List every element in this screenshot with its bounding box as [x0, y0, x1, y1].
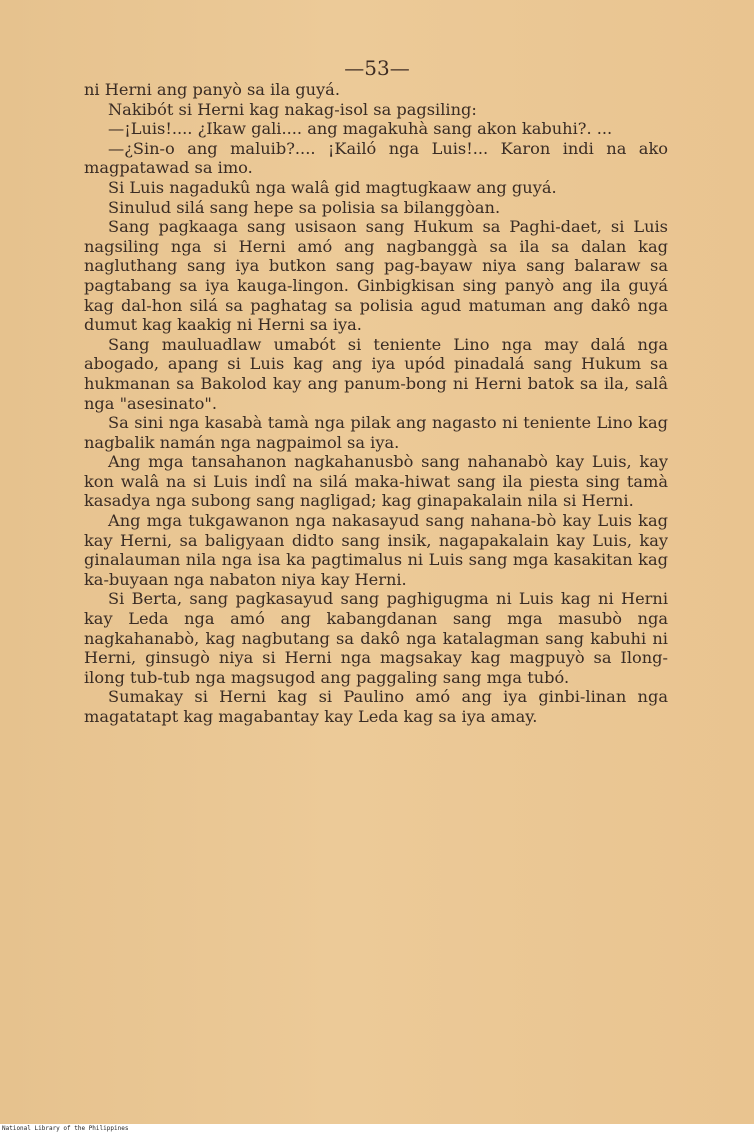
- paragraph: Sa sini nga kasabà tamà nga pilak ang nagasto ni teniente Lino kag nagbalik namán nga nagpaimol sa iya.: [84, 413, 668, 452]
- paragraph: —¡Luis!.... ¿Ikaw gali.... ang magakuhà sang akon kabuhi?. ...: [108, 119, 613, 139]
- library-watermark: National Library of the Philippines: [2, 1125, 129, 1132]
- paragraph: —¿Sin-o ang maluib?.... ¡Kailó nga Luis!... Karon indi na ako magpatawad sa imo.: [84, 138, 668, 178]
- paragraph: ni Herni ang panyò sa ila guyá.: [84, 80, 340, 99]
- paragraph: Nakibót si Herni kag nakag-isol sa pagsiling:: [108, 99, 477, 119]
- paragraph: Si Berta, sang pagkasayud sang paghigugma ni Luis kag ni Herni kay Leda nga amó ang kabangdanan sang mga masubò nga nagkahanabò, kag nagbutang sa dakô nga katalagman sang kabuhi ni Herni, ginsugò niya si Herni nga magsakay kag magpuyò sa Ilong-ilong tub-tub nga magsugod ang paggaling sang mga tubó.: [84, 589, 668, 687]
- paragraph: Sang pagkaaga sang usisaon sang Hukum sa Paghi-daet, si Luis nagsiling nga si Herni amó ang nagbanggà sa ila sa dalan kag nagluthang sang iya butkon sang pag-bayaw niya sang balaraw sa pagtabang sa iya kauga-lingon. Ginbigkisan sing panyò ang ila guyá kag dal-hon silá sa paghatag sa polisia agud matuman ang dakô nga dumut kag kaakig ni Herni sa iya.: [84, 217, 668, 335]
- page-number: —53—: [344, 56, 410, 80]
- paragraph: Sang mauluadlaw umabót si teniente Lino nga may dalá nga abogado, apang si Luis kag ang iya upód pinadalá sang Hukum sa hukmanan sa Bakolod kay ang panum-bong ni Herni batok sa ila, salâ nga "asesinato".: [84, 334, 668, 413]
- paragraph: Si Luis nagadukû nga walâ gid magtugkaaw ang guyá.: [108, 177, 557, 197]
- paragraph: Sinulud silá sang hepe sa polisia sa bilanggòan.: [108, 197, 501, 217]
- paragraph: Sumakay si Herni kag si Paulino amó ang iya ginbi-linan nga magatatapt kag magabantay kay Leda kag sa iya amay.: [84, 687, 668, 726]
- paragraph: Ang mga tukgawanon nga nakasayud sang nahana-bò kay Luis kag kay Herni, sa baligyaan didto sang insik, nagapakalain kay Luis, kay ginalauman nila nga isa ka pagtimalus ni Luis sang mga kasakitan kag ka-buyaan nga nabaton niya kay Herni.: [84, 511, 668, 589]
- paragraph: Ang mga tansahanon nagkahanusbò sang nahanabò kay Luis, kay kon walâ na si Luis indî na silá maka-hiwat sang ila piesta sing tamà kasadya nga subong sang nagligad; kag ginapakalain nila si Herni.: [84, 452, 668, 511]
- page-body: [84, 80, 668, 727]
